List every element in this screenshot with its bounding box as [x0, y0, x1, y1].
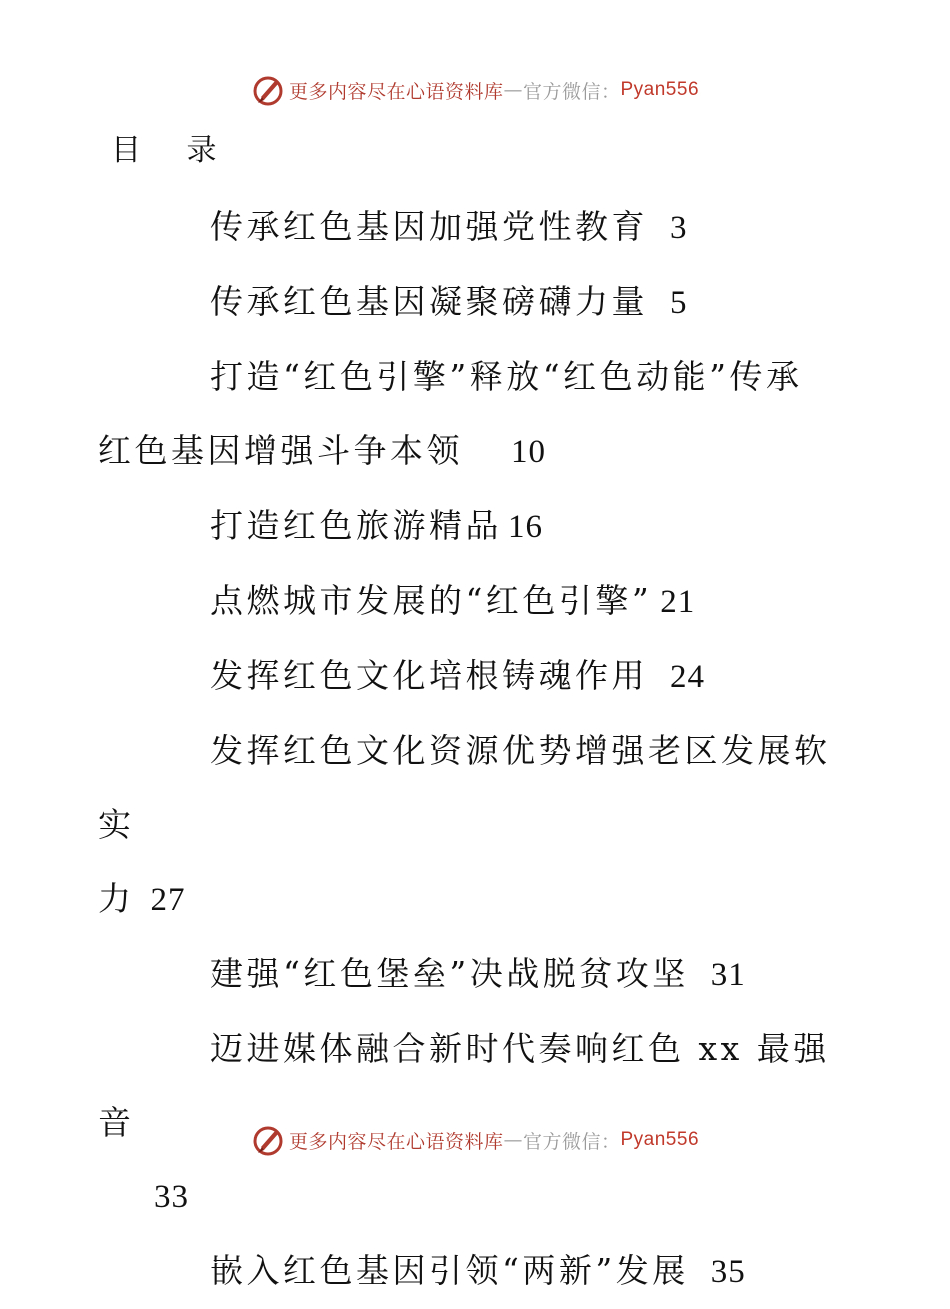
- toc-entry-title: 点燃城市发展的“红色引擎”: [210, 581, 653, 620]
- toc-entry-title: 发挥红色文化培根铸魂作用: [210, 656, 648, 695]
- toc-entry-title-line2: 红色基因增强斗争本领: [98, 431, 463, 470]
- toc-entry[interactable]: [98, 265, 858, 340]
- toc-entry[interactable]: [98, 1234, 858, 1309]
- header-watermark: [0, 70, 950, 110]
- toc-entry[interactable]: [98, 937, 858, 1012]
- watermark-text: 更多内容尽在心语资料库: [288, 80, 504, 103]
- toc-entry-title-line1: 迈进媒体融合新时代奏响红色 xx 最强音: [98, 1029, 830, 1142]
- toc-entry[interactable]: [98, 639, 858, 714]
- toc-entry-page: 27: [150, 882, 186, 918]
- toc-entry-page: 31: [710, 957, 746, 993]
- toc-entry-page: 24: [670, 659, 705, 695]
- toc-entry-page: 33: [154, 1179, 189, 1215]
- toc-entry-title: 打造红色旅游精品: [210, 506, 502, 545]
- watermark-handle: Pyan556: [620, 1129, 700, 1150]
- toc-entry-page: 35: [710, 1254, 746, 1290]
- toc-entry-page: 10: [511, 434, 546, 470]
- watermark-separator: —: [503, 79, 523, 101]
- toc-entry[interactable]: [98, 190, 858, 265]
- toc-entry[interactable]: [98, 564, 858, 639]
- toc-entry-page: 3: [670, 210, 688, 246]
- toc-entry-title-line2: 力: [98, 879, 135, 918]
- toc-entry[interactable]: [98, 340, 858, 489]
- toc-entry-title: 传承红色基因加强党性教育: [210, 207, 648, 246]
- watermark-official-label: 官方微信：: [522, 80, 621, 103]
- watermark-text: 更多内容尽在心语资料库: [288, 1130, 504, 1153]
- footer-watermark: [0, 1120, 950, 1160]
- toc-entry-page: 16: [508, 509, 543, 545]
- toc-entry-title: 建强“红色堡垒”决战脱贫攻坚: [210, 954, 689, 993]
- toc-entry[interactable]: [98, 489, 858, 564]
- toc-entry-page: 21: [660, 584, 696, 620]
- toc-entry[interactable]: [98, 714, 858, 937]
- toc-entry-title-line1: 发挥红色文化资源优势增强老区发展软实: [98, 731, 831, 844]
- watermark-official-label: 官方微信：: [522, 1130, 621, 1153]
- toc-entry-title: 嵌入红色基因引领“两新”发展: [210, 1251, 689, 1290]
- watermark-separator: —: [503, 1129, 523, 1151]
- toc-entry-page: 5: [670, 285, 688, 321]
- toc-title: 目 录: [111, 133, 235, 168]
- pen-logo-icon: [251, 73, 285, 107]
- toc-entry-title-line1: 打造“红色引擎”释放“红色动能”传承: [210, 357, 803, 396]
- toc-entry-title: 传承红色基因凝聚磅礴力量: [210, 282, 648, 321]
- watermark-handle: Pyan556: [620, 79, 700, 100]
- pen-logo-icon: [251, 1123, 285, 1157]
